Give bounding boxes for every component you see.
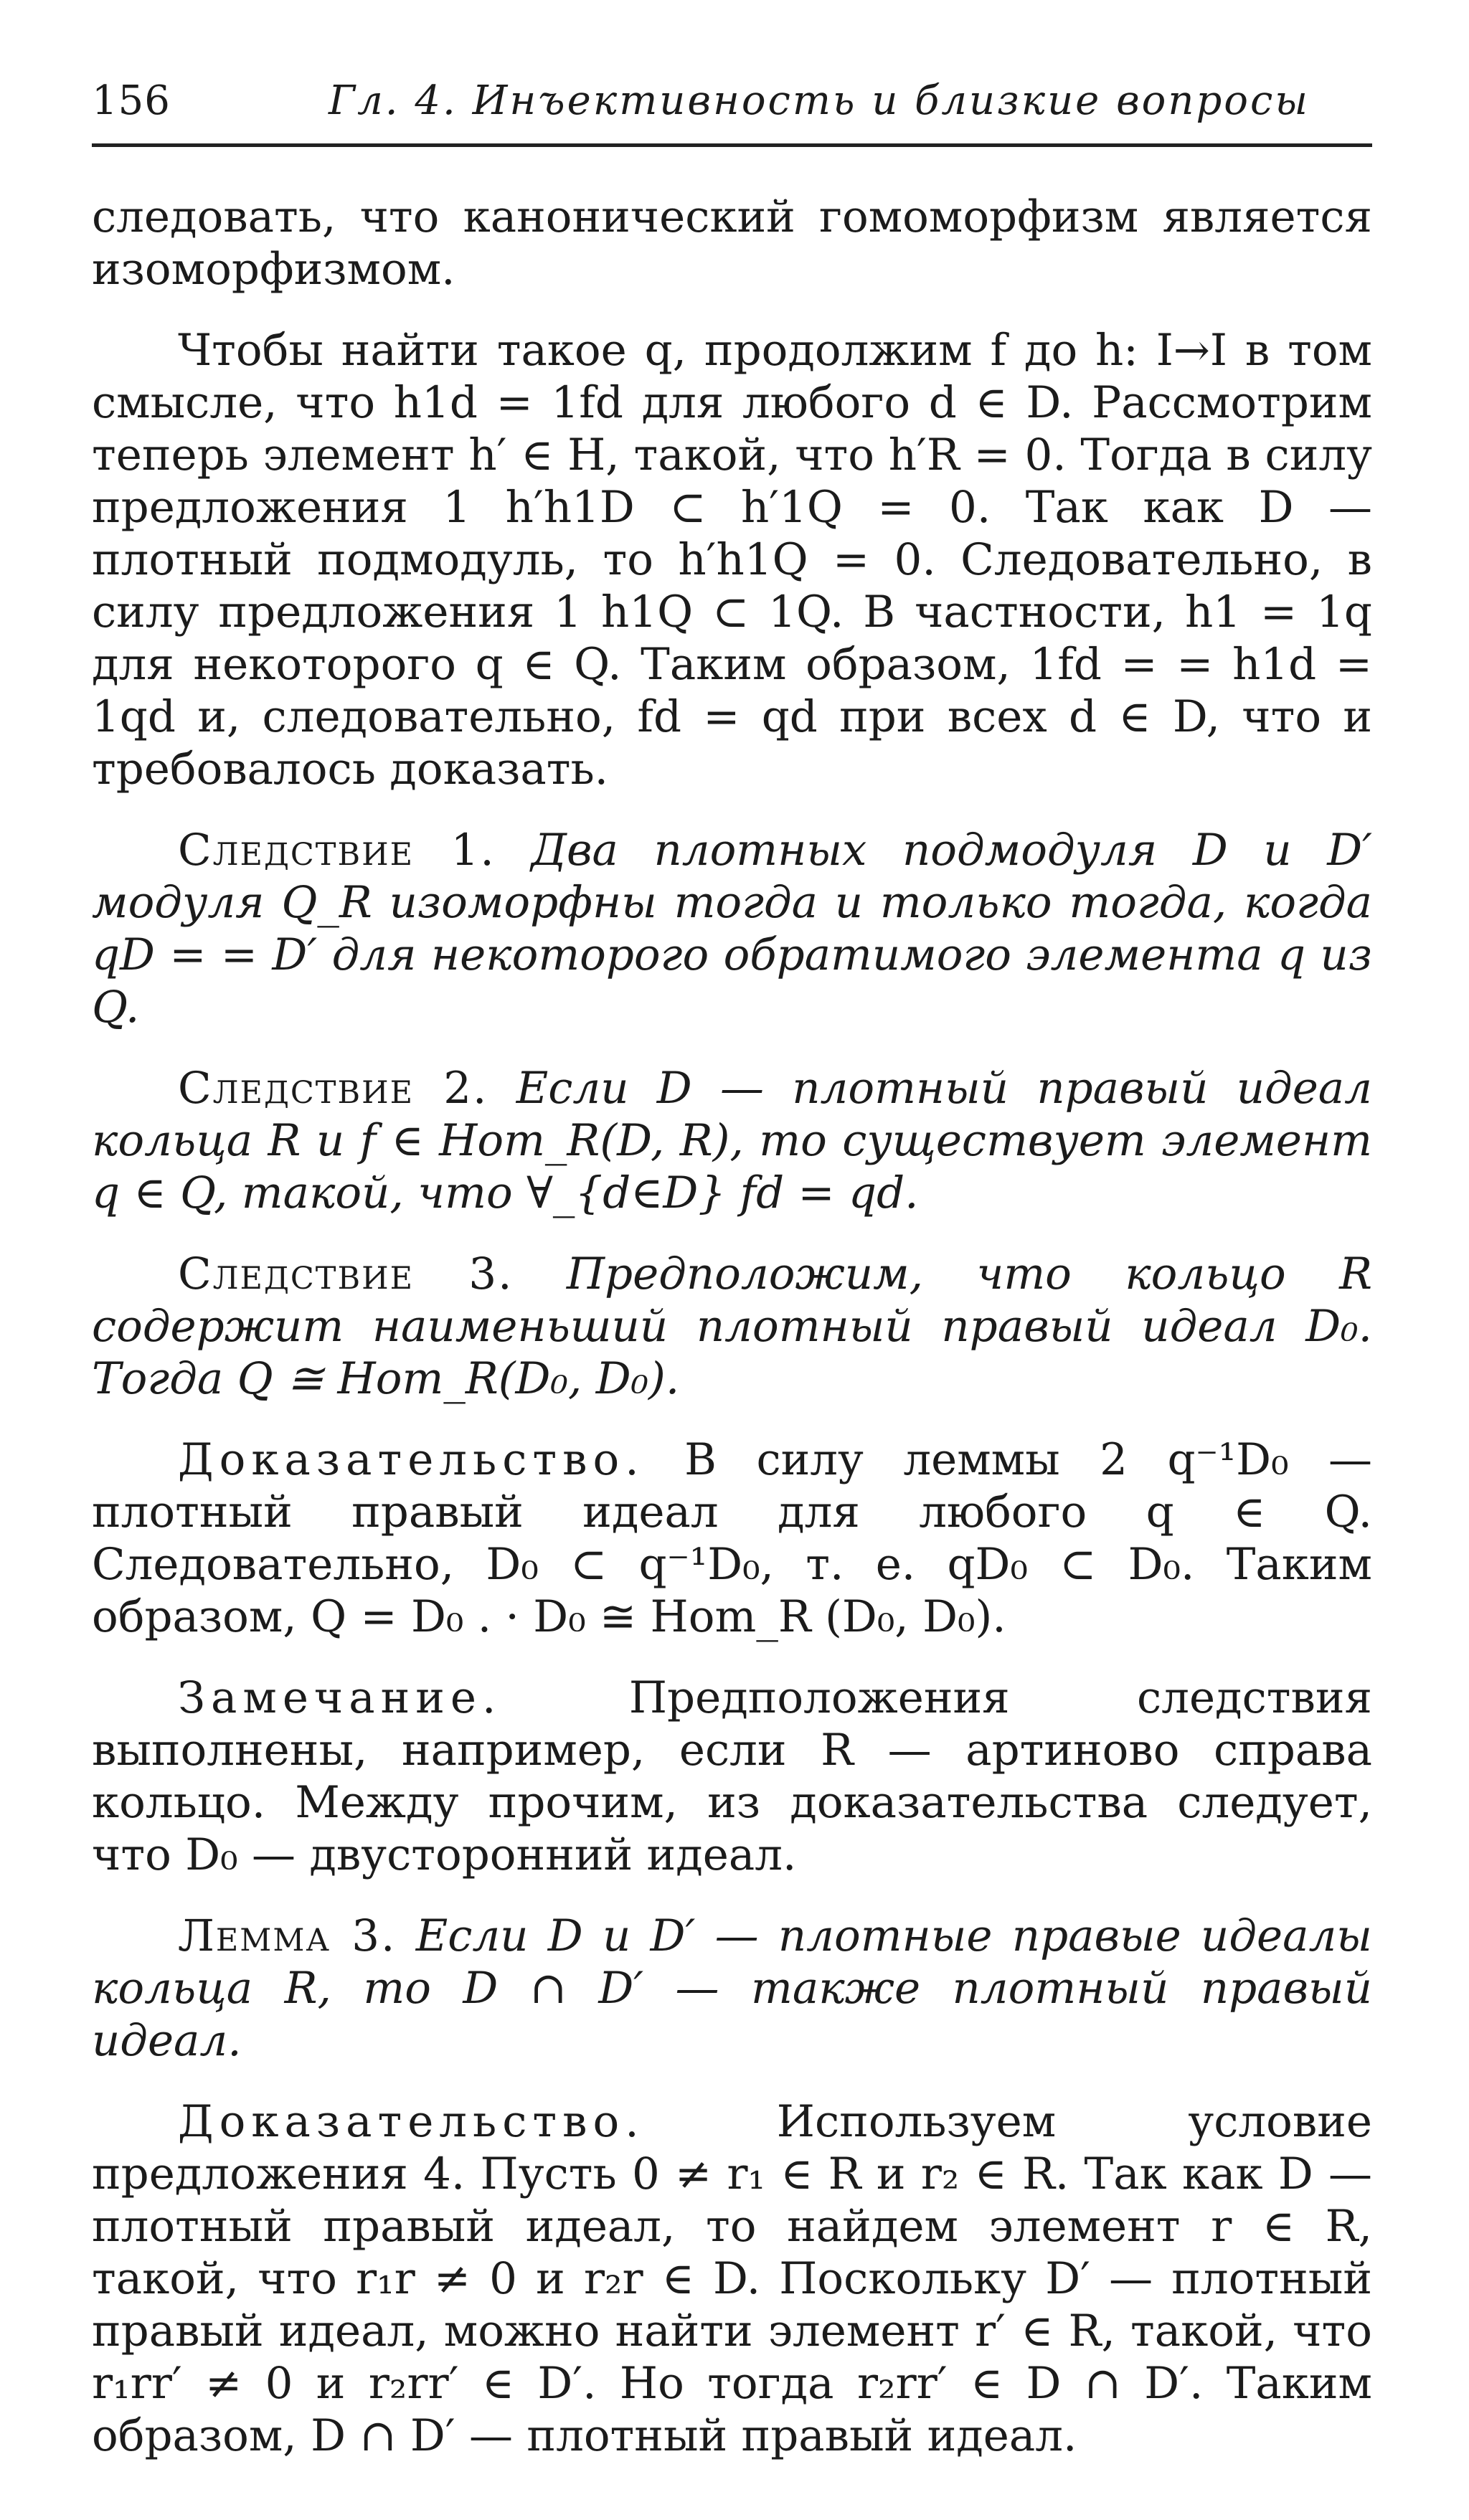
- corollary-1: [92, 824, 1372, 1033]
- corollary-statement: Предположим, что кольцо R содержит наименьший плотный правый идеал D₀. Тогда Q ≅ Hom_R(D₀, D₀).: [92, 1249, 1372, 1404]
- remark: [92, 1672, 1372, 1881]
- corollary-label: Следствие 2.: [178, 1063, 488, 1114]
- corollary-label: Следствие 1.: [178, 825, 496, 876]
- paragraph-continuation: [92, 191, 1372, 295]
- proof-label: Доказательство.: [178, 1434, 645, 1485]
- corollary-statement: Два плотных подмодуля D и D′ модуля Q_R изоморфны тогда и только тогда, когда qD = = D′ для некоторого обратимого элемента q из Q.: [92, 825, 1373, 1033]
- corollary-statement: Если D — плотный правый идеал кольца R и f ∈ Hom_R(D, R), то существует элемент q ∈ Q, такой, что ∀_{d∈D} fd = qd.: [92, 1063, 1373, 1218]
- corollary-3: [92, 1248, 1372, 1405]
- proof-lemma-3: [92, 2095, 1372, 2462]
- paragraph-proof-continuation: [92, 324, 1372, 795]
- proof-text: В силу леммы 2 q⁻¹D₀ — плотный правый идеал для любого q ∈ Q. Следовательно, D₀ ⊂ q⁻¹D₀, т. е. qD₀ ⊂ D₀. Таким образом, Q = D₀ . · D₀ ≅ Hom_R (D₀, D₀).: [92, 1434, 1373, 1642]
- proof-label: Доказательство.: [178, 2096, 645, 2147]
- proof-corollary-3: [92, 1434, 1372, 1643]
- page-number: 156: [92, 77, 171, 124]
- chapter-title: Гл. 4. Инъективность и близкие вопросы: [329, 77, 1310, 124]
- running-head: [92, 69, 1369, 133]
- corollary-2: [92, 1062, 1372, 1219]
- paragraph-text: Чтобы найти такое q, продолжим f до h: I→I в том смысле, что h1d = 1fd для любого d ∈ D. Рассмотрим теперь элемент h′ ∈ H, такой, что h′R = 0. Тогда в силу предложения 1 h′h1D ⊂ h′1Q = 0. Так как D — плотный подмодуль, то h′h1Q = 0. Следовательно, в силу предложения 1 h1Q ⊂ 1Q. В частности, h1 = 1q для некоторого q ∈ Q. Таким образом, 1fd = = h1d = 1qd и, следовательно, fd = qd при всех d ∈ D, что и требовалось доказать.: [92, 325, 1372, 795]
- book-page: [92, 69, 1373, 2461]
- corollary-label: Следствие 3.: [178, 1249, 514, 1299]
- remark-text: Предположения следствия выполнены, например, если R — артиново справа кольцо. Между прочим, из доказательства следует, что D₀ — двусторонний идеал.: [92, 1672, 1372, 1880]
- lemma-label: Лемма 3.: [178, 1910, 397, 1961]
- page-body: [92, 191, 1372, 2491]
- lemma-3: [92, 1910, 1372, 2067]
- remark-label: Замечание.: [178, 1672, 502, 1723]
- header-rule: [92, 143, 1372, 147]
- proof-text: Используем условие предложения 4. Пусть 0 ≠ r₁ ∈ R и r₂ ∈ R. Так как D — плотный правый идеал, то найдем элемент r ∈ R, такой, что r₁r ≠ 0 и r₂r ∈ D. Поскольку D′ — плотный правый идеал, можно найти элемент r′ ∈ R, такой, что r₁rr′ ≠ 0 и r₂rr′ ∈ D′. Но тогда r₂rr′ ∈ D ∩ D′. Таким образом, D ∩ D′ — плотный правый идеал.: [92, 2096, 1373, 2461]
- paragraph-text: следовать, что канонический гомоморфизм является изоморфизмом.: [92, 191, 1372, 295]
- lemma-statement: Если D и D′ — плотные правые идеалы кольца R, то D ∩ D′ — также плотный правый идеал.: [92, 1910, 1372, 2066]
